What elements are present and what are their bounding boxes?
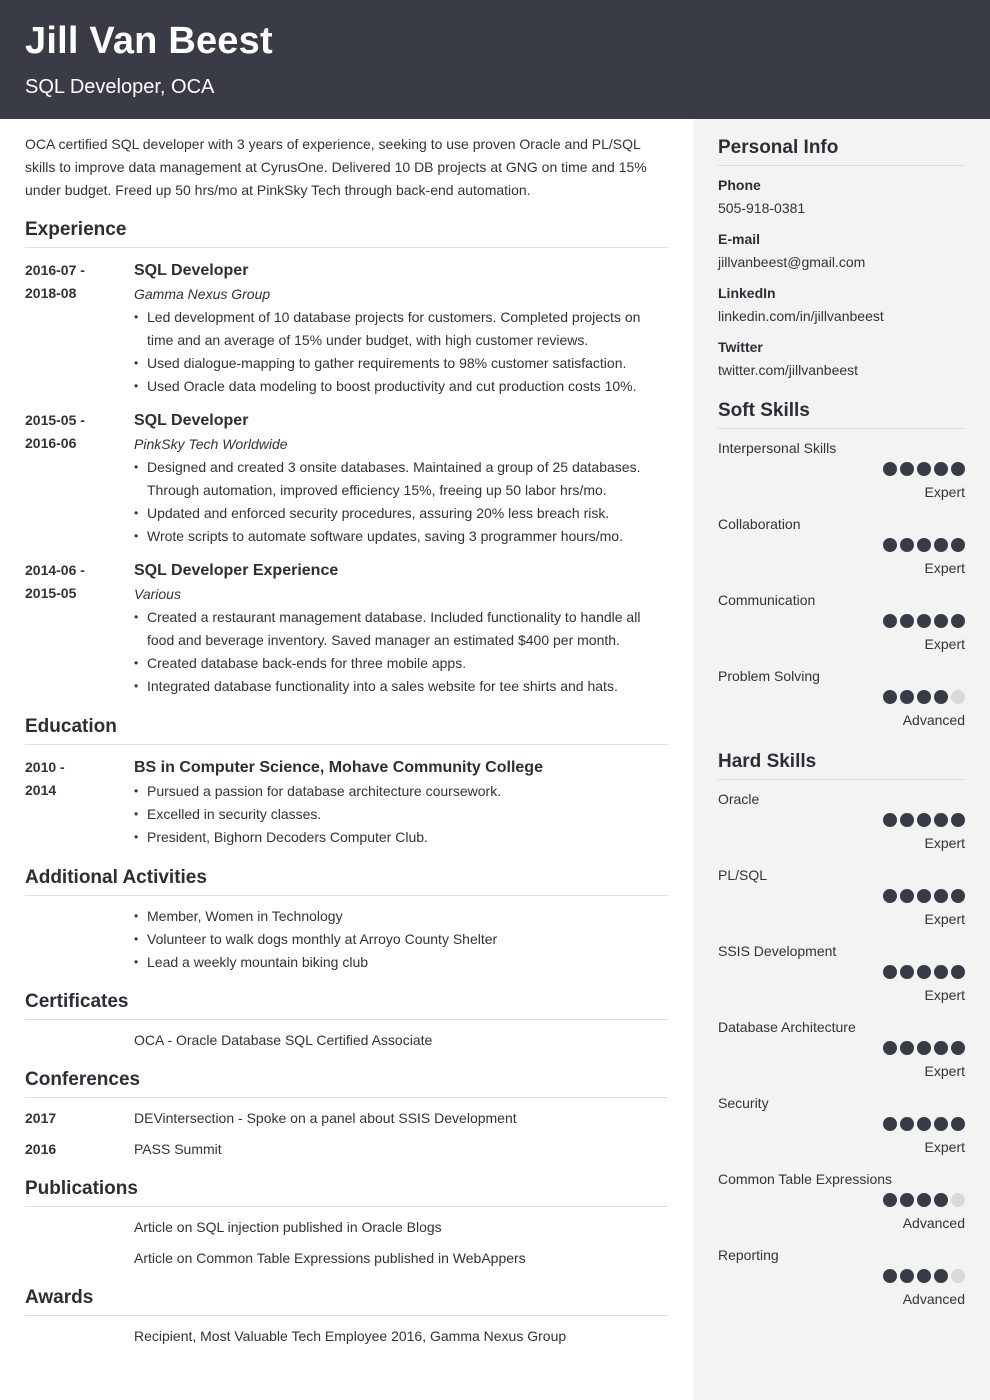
rating-dot-filled-icon	[951, 965, 965, 979]
rating-dot-empty-icon	[951, 690, 965, 704]
job-title: SQL Developer Experience	[134, 562, 339, 579]
company-name: PinkSky Tech Worldwide	[134, 436, 288, 452]
bullet-list	[134, 456, 668, 548]
skill-item	[718, 590, 965, 660]
bullet-item: • Updated and enforced security procedures, assuring 20% less breach risk.	[134, 502, 668, 525]
skill-level: Expert	[924, 1139, 965, 1155]
skill-item	[718, 438, 965, 508]
date-start: 2015-05 -	[25, 412, 85, 428]
rating-dot-filled-icon	[900, 1269, 914, 1283]
date-end: 2016-06	[25, 435, 77, 451]
rating-dot-filled-icon	[883, 538, 897, 552]
rating-dot-filled-icon	[917, 538, 931, 552]
skill-name: Interpersonal Skills	[718, 440, 837, 456]
skill-level: Expert	[924, 560, 965, 576]
rating-dot-filled-icon	[934, 1269, 948, 1283]
rating-dot-filled-icon	[917, 1041, 931, 1055]
job-title: SQL Developer	[134, 412, 249, 429]
bullet-item: • Volunteer to walk dogs monthly at Arroyo County Shelter	[134, 928, 668, 951]
conference-year: 2016	[25, 1141, 57, 1157]
resume-header	[0, 0, 990, 119]
rating-dot-filled-icon	[934, 813, 948, 827]
rating-dot-filled-icon	[951, 889, 965, 903]
bullet-item: • Used Oracle data modeling to boost productivity and cut production costs 10%.	[134, 375, 668, 398]
rating-dot-filled-icon	[951, 614, 965, 628]
skill-rating-dots	[883, 889, 965, 903]
info-label-twitter: Twitter	[718, 339, 763, 355]
sidebar	[693, 119, 990, 1400]
skill-name: Common Table Expressions	[718, 1171, 893, 1187]
rating-dot-filled-icon	[917, 1269, 931, 1283]
rating-dot-filled-icon	[934, 889, 948, 903]
bullet-list	[134, 780, 668, 849]
bullet-item: • Created database back-ends for three mobile apps.	[134, 652, 668, 675]
certificate-item: OCA - Oracle Database SQL Certified Associate	[134, 1032, 433, 1048]
rating-dot-filled-icon	[900, 1193, 914, 1207]
rating-dot-filled-icon	[883, 462, 897, 476]
skill-item	[718, 1017, 965, 1087]
rating-dot-filled-icon	[883, 813, 897, 827]
skill-rating-dots	[883, 462, 965, 476]
rating-dot-filled-icon	[900, 538, 914, 552]
award-item: Recipient, Most Valuable Tech Employee 2016, Gamma Nexus Group	[134, 1328, 567, 1344]
section-title-personal-info: Personal Info	[718, 136, 965, 166]
info-label-phone: Phone	[718, 177, 761, 193]
profile-summary: OCA certified SQL developer with 3 years of experience, seeking to use proven Oracle and PL/SQL skills to improve data management at CyrusOne. Delivered 10 DB projects at GNG on time and 15% under budget. Freed up 50 hrs/mo at PinkSky Tech through back-end automation.	[25, 136, 647, 198]
bullet-list	[134, 606, 668, 698]
company-name: Gamma Nexus Group	[134, 286, 271, 302]
job-title: SQL Developer	[134, 262, 249, 279]
rating-dot-filled-icon	[900, 690, 914, 704]
bullet-item: • Integrated database functionality into a sales website for tee shirts and hats.	[134, 675, 668, 698]
section-title-conferences: Conferences	[25, 1068, 668, 1098]
rating-dot-filled-icon	[917, 813, 931, 827]
section-title-activities: Additional Activities	[25, 866, 668, 896]
skill-name: Reporting	[718, 1247, 779, 1263]
main-column	[0, 119, 693, 1400]
skill-item	[718, 1245, 965, 1315]
rating-dot-filled-icon	[917, 889, 931, 903]
bullet-item: • Designed and created 3 onsite databases. Maintained a group of 25 databases. Through automation, improved efficiency 15%, freeing up 50 labor hrs/mo.	[134, 456, 668, 502]
bullet-item: • Wrote scripts to automate software updates, saving 3 programmer hours/mo.	[134, 525, 668, 548]
skill-item	[718, 941, 965, 1011]
skill-level: Expert	[924, 987, 965, 1003]
skill-name: Oracle	[718, 791, 760, 807]
skill-name: Problem Solving	[718, 668, 820, 684]
date-start: 2016-07 -	[25, 262, 85, 278]
section-title-soft-skills: Soft Skills	[718, 399, 965, 429]
rating-dot-filled-icon	[934, 1117, 948, 1131]
skill-item	[718, 865, 965, 935]
rating-dot-filled-icon	[951, 1041, 965, 1055]
section-title-certificates: Certificates	[25, 990, 668, 1020]
bullet-item: • Led development of 10 database projects for customers. Completed projects on time and an average of 15% under budget, with high customer reviews.	[134, 306, 668, 352]
skill-rating-dots	[883, 813, 965, 827]
section-title-experience: Experience	[25, 218, 668, 248]
date-start: 2014-06 -	[25, 562, 85, 578]
entry-dates	[25, 559, 125, 605]
rating-dot-filled-icon	[934, 462, 948, 476]
rating-dot-filled-icon	[917, 690, 931, 704]
conference-text: DEVintersection - Spoke on a panel about SSIS Development	[134, 1110, 517, 1126]
rating-dot-filled-icon	[917, 462, 931, 476]
conference-text: PASS Summit	[134, 1141, 222, 1157]
rating-dot-filled-icon	[883, 1193, 897, 1207]
bullet-item: • Member, Women in Technology	[134, 905, 668, 928]
rating-dot-filled-icon	[900, 614, 914, 628]
skill-level: Expert	[924, 835, 965, 851]
rating-dot-filled-icon	[900, 1117, 914, 1131]
rating-dot-filled-icon	[883, 965, 897, 979]
skill-item	[718, 666, 965, 736]
skill-name: PL/SQL	[718, 867, 768, 883]
rating-dot-filled-icon	[900, 1041, 914, 1055]
date-end: 2018-08	[25, 285, 77, 301]
conference-year: 2017	[25, 1110, 57, 1126]
skill-item	[718, 789, 965, 859]
info-value-twitter[interactable]: twitter.com/jillvanbeest	[718, 362, 859, 378]
rating-dot-filled-icon	[917, 965, 931, 979]
rating-dot-filled-icon	[934, 538, 948, 552]
rating-dot-filled-icon	[934, 1041, 948, 1055]
date-end: 2015-05	[25, 585, 77, 601]
publication-item: Article on Common Table Expressions published in WebAppers	[134, 1250, 526, 1266]
skill-rating-dots	[883, 1041, 965, 1055]
section-title-hard-skills: Hard Skills	[718, 750, 965, 780]
rating-dot-filled-icon	[900, 889, 914, 903]
skill-rating-dots	[883, 1117, 965, 1131]
info-value-email[interactable]: jillvanbeest@gmail.com	[718, 254, 866, 270]
skill-item	[718, 514, 965, 584]
bullet-item: • President, Bighorn Decoders Computer Club.	[134, 826, 668, 849]
skill-name: SSIS Development	[718, 943, 837, 959]
skill-level: Advanced	[902, 1291, 965, 1307]
skill-level: Expert	[924, 1063, 965, 1079]
skill-name: Communication	[718, 592, 816, 608]
rating-dot-filled-icon	[951, 538, 965, 552]
bullet-item: • Pursued a passion for database architecture coursework.	[134, 780, 668, 803]
rating-dot-filled-icon	[883, 1041, 897, 1055]
bullet-item: • Used dialogue-mapping to gather requirements to 98% customer satisfaction.	[134, 352, 668, 375]
skill-rating-dots	[883, 1193, 965, 1207]
entry-dates	[25, 756, 125, 802]
bullet-item: • Created a restaurant management database. Included functionality to handle all food and beverage inventory. Saved manager an estimated $400 per month.	[134, 606, 668, 652]
rating-dot-filled-icon	[934, 1193, 948, 1207]
bullet-item: • Excelled in security classes.	[134, 803, 668, 826]
rating-dot-filled-icon	[917, 1193, 931, 1207]
skill-rating-dots	[883, 690, 965, 704]
rating-dot-filled-icon	[900, 813, 914, 827]
rating-dot-filled-icon	[951, 1117, 965, 1131]
rating-dot-filled-icon	[900, 965, 914, 979]
skill-item	[718, 1169, 965, 1239]
rating-dot-filled-icon	[883, 614, 897, 628]
skill-item	[718, 1093, 965, 1163]
degree-title: BS in Computer Science, Mohave Community College	[134, 759, 543, 776]
bullet-list	[134, 905, 668, 974]
rating-dot-filled-icon	[917, 1117, 931, 1131]
rating-dot-filled-icon	[917, 614, 931, 628]
skill-level: Expert	[924, 636, 965, 652]
rating-dot-filled-icon	[951, 813, 965, 827]
skill-level: Advanced	[902, 1215, 965, 1231]
date-end: 2014	[25, 782, 57, 798]
rating-dot-empty-icon	[951, 1193, 965, 1207]
bullet-item: • Lead a weekly mountain biking club	[134, 951, 668, 974]
info-label-email: E-mail	[718, 231, 761, 247]
rating-dot-filled-icon	[934, 614, 948, 628]
candidate-title: SQL Developer, OCA	[25, 76, 215, 98]
entry-dates	[25, 259, 125, 305]
publication-item: Article on SQL injection published in Oracle Blogs	[134, 1219, 442, 1235]
bullet-list	[134, 306, 668, 398]
section-title-education: Education	[25, 715, 668, 745]
skill-level: Expert	[924, 484, 965, 500]
entry-dates	[25, 409, 125, 455]
candidate-name: Jill Van Beest	[25, 20, 273, 62]
rating-dot-filled-icon	[934, 690, 948, 704]
rating-dot-filled-icon	[883, 690, 897, 704]
rating-dot-filled-icon	[883, 889, 897, 903]
company-name: Various	[134, 586, 181, 602]
rating-dot-filled-icon	[900, 462, 914, 476]
section-title-awards: Awards	[25, 1286, 668, 1316]
skill-name: Collaboration	[718, 516, 801, 532]
skill-rating-dots	[883, 1269, 965, 1283]
info-label-linkedin: LinkedIn	[718, 285, 776, 301]
date-start: 2010 -	[25, 759, 65, 775]
rating-dot-filled-icon	[951, 462, 965, 476]
rating-dot-filled-icon	[934, 965, 948, 979]
skill-level: Expert	[924, 911, 965, 927]
rating-dot-filled-icon	[883, 1269, 897, 1283]
skill-rating-dots	[883, 538, 965, 552]
skill-level: Advanced	[902, 712, 965, 728]
rating-dot-empty-icon	[951, 1269, 965, 1283]
info-value-phone: 505-918-0381	[718, 200, 806, 216]
skill-name: Security	[718, 1095, 769, 1111]
info-value-linkedin[interactable]: linkedin.com/in/jillvanbeest	[718, 308, 884, 324]
skill-name: Database Architecture	[718, 1019, 856, 1035]
section-title-publications: Publications	[25, 1177, 668, 1207]
skill-rating-dots	[883, 614, 965, 628]
skill-rating-dots	[883, 965, 965, 979]
rating-dot-filled-icon	[883, 1117, 897, 1131]
